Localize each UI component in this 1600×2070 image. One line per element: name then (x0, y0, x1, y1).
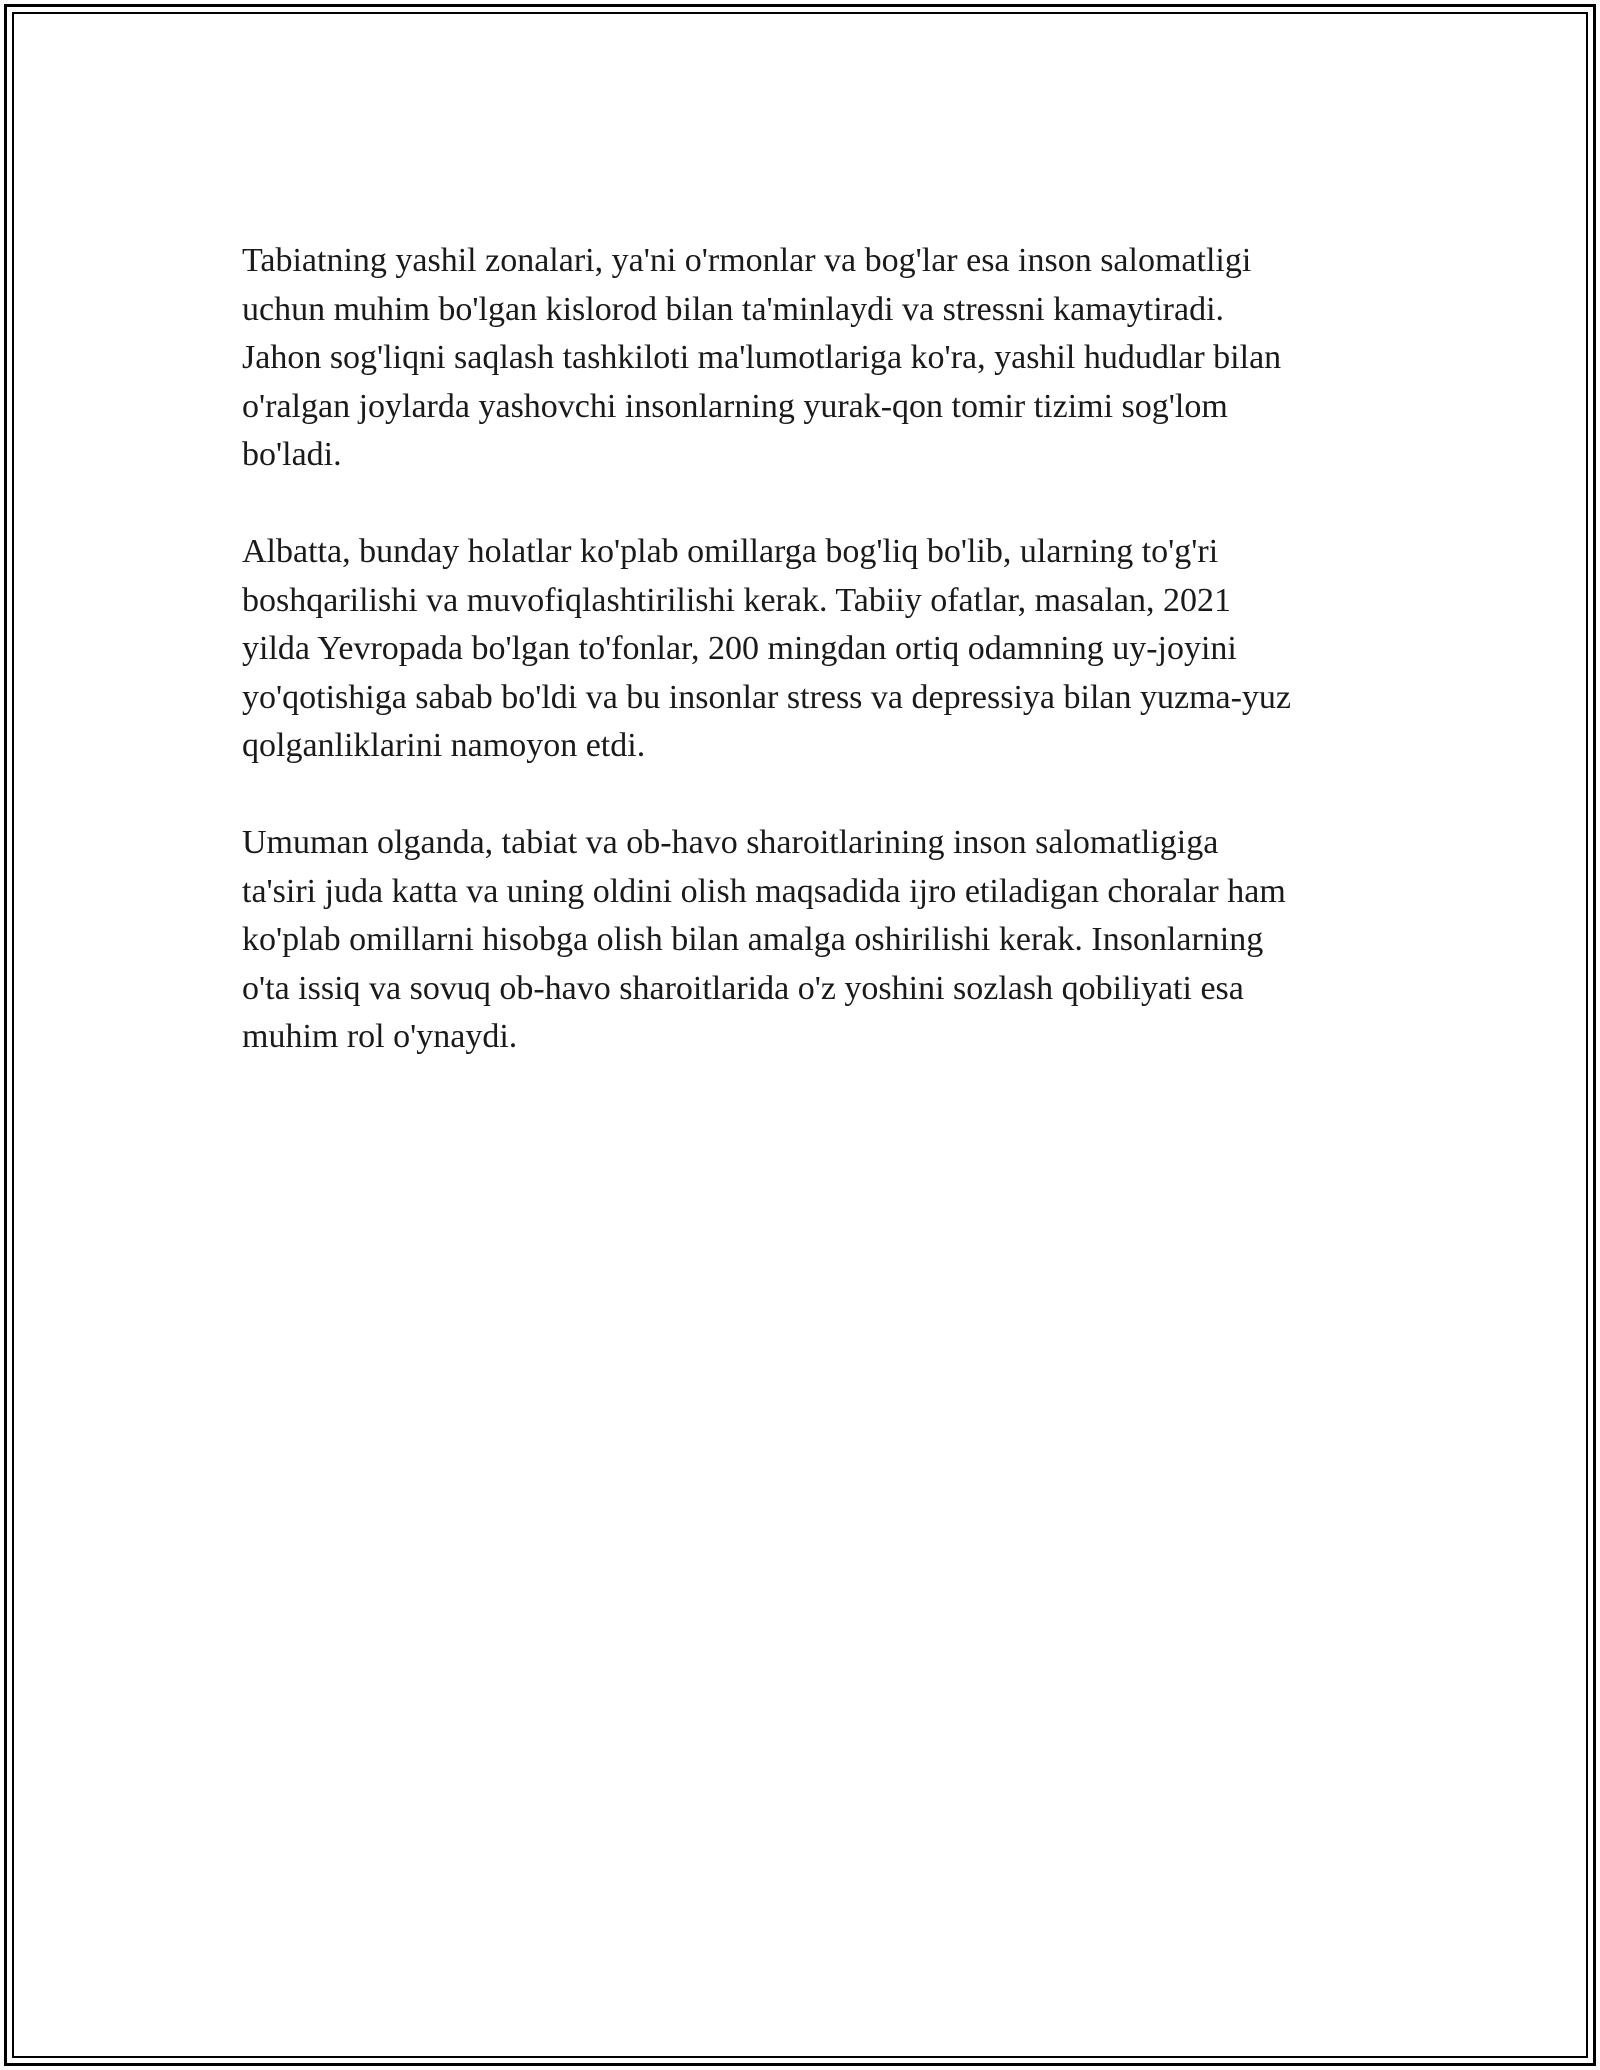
paragraph-line: Jahon sog'liqni saqlash tashkiloti ma'lumotlariga ko'ra, yashil hududlar bilan (242, 339, 1282, 376)
document-body (242, 237, 1402, 1110)
paragraph-line: Umuman olganda, tabiat va ob-havo sharoitlarining inson salomatligiga (242, 824, 1219, 861)
paragraph-1 (242, 237, 1402, 480)
paragraph-line: Tabiatning yashil zonalari, ya'ni o'rmonlar va bog'lar esa inson salomatligi (242, 242, 1252, 279)
paragraph-line: ko'plab omillarni hisobga olish bilan amalga oshirilishi kerak. Insonlarning (242, 921, 1264, 958)
paragraph-line: boshqarilishi va muvofiqlashtirilishi kerak. Tabiiy ofatlar, masalan, 2021 (242, 581, 1231, 619)
paragraph-line: bo'ladi. (242, 436, 342, 473)
paragraph-line: yo'qotishiga sabab bo'ldi va bu insonlar stress va depressiya bilan yuzma-yuz (242, 678, 1292, 716)
paragraph-line: uchun muhim bo'lgan kislorod bilan ta'minlaydi va stressni kamaytiradi. (242, 290, 1225, 328)
page-frame (4, 4, 1596, 2066)
paragraph-line: yilda Yevropada bo'lgan to'fonlar, 200 mingdan ortiq odamning uy-joyini (242, 630, 1237, 667)
paragraph-line: o'ta issiq va sovuq ob-havo sharoitlarida o'z yoshini sozlash qobiliyati esa (242, 969, 1244, 1007)
paragraph-line: o'ralgan joylarda yashovchi insonlarning yurak-qon tomir tizimi sog'lom (242, 387, 1228, 425)
paragraph-2 (242, 528, 1402, 771)
paragraph-line: muhim rol o'ynaydi. (242, 1018, 518, 1055)
paragraph-line: Albatta, bunday holatlar ko'plab omillarga bog'liq bo'lib, ularning to'g'ri (242, 533, 1219, 570)
paragraph-line: qolganliklarini namoyon etdi. (242, 727, 646, 764)
paragraph-line: ta'siri juda katta va uning oldini olish maqsadida ijro etiladigan choralar ham (242, 872, 1286, 910)
paragraph-3 (242, 819, 1402, 1062)
